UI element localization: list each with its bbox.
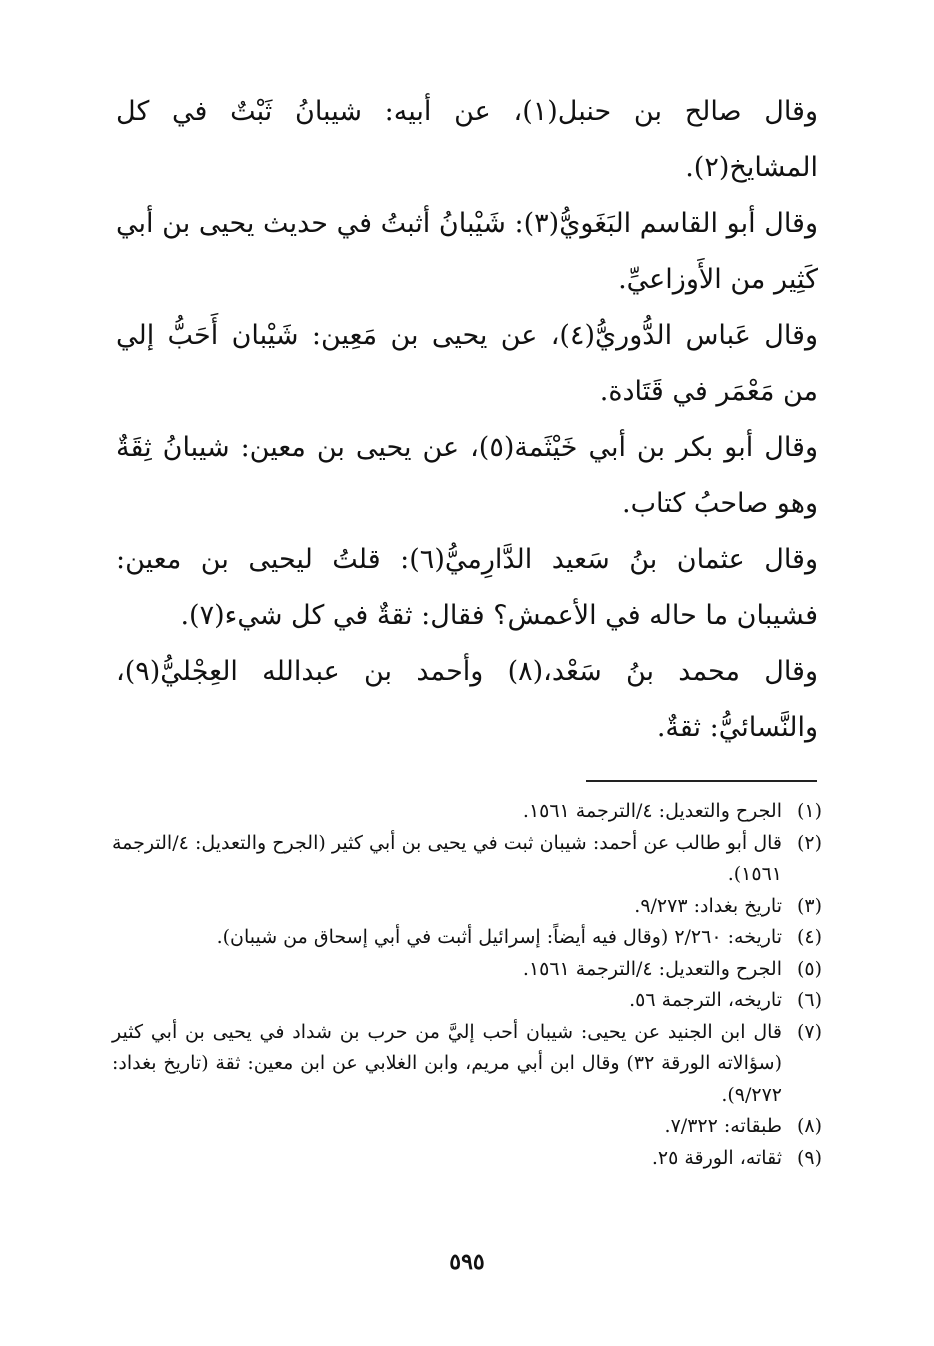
footnote-text: تاريخه، الترجمة ٥٦. (629, 989, 782, 1011)
footnote-number: (٢) (796, 831, 822, 854)
footnote-6 (112, 985, 822, 1017)
paragraph-darimi: وقال عثمان بنُ سَعيد الدَّارِميُّ(٦): قلتُ ليحيى بن معين: فشيبان ما حاله في الأعمش؟ فقال: ثقةٌ في كل شيء(٧). (116, 544, 818, 631)
paragraph-ibn-sad: وقال محمد بنُ سَعْد،(٨) وأحمد بن عبدالله العِجْليُّ(٩)، والنَّسائيُّ: ثقةٌ. (116, 656, 818, 743)
footnote-number: (٧) (796, 1020, 822, 1043)
footnote-number: (٨) (796, 1115, 822, 1137)
footnote-2 (112, 828, 822, 891)
paragraph-abu-bakr: وقال أبو بكر بن أبي خَيْثَمة(٥)، عن يحيى بن معين: شيبانُ ثِقَةٌ وهو صاحبُ كتاب. (116, 432, 819, 519)
footnote-text: الجرح والتعديل: ٤/الترجمة ١٥٦١. (522, 957, 782, 980)
main-text-block (116, 84, 818, 756)
footnote-8 (112, 1111, 822, 1143)
footnote-number: (١) (796, 800, 822, 822)
footnote-9 (112, 1143, 822, 1175)
footnote-number: (٥) (796, 957, 822, 980)
footnote-text: تاريخه: ٢/٢٦٠ (وقال فيه أيضاً: إسرائيل أثبت في أبي إسحاق من شيبان). (216, 926, 782, 948)
footnote-number: (٣) (796, 894, 822, 917)
footnote-text: تاريخ بغداد: ٩/٢٧٣. (634, 894, 782, 917)
page-number: ٥٩٥ (449, 1249, 485, 1275)
paragraph-baghawi: وقال أبو القاسم البَغَويُّ(٣): شَيْبانُ أثبتُ في حديث يحيى بن أبي كَثِير من الأَوزاعيِّ. (116, 208, 819, 295)
footnote-text: الجرح والتعديل: ٤/الترجمة ١٥٦١. (522, 800, 782, 822)
footnote-text: قال أبو طالب عن أحمد: شيبان ثبت في يحيى بن أبي كثير (الجرح والتعديل: ٤/الترجمة ١٥٦١). (112, 831, 782, 885)
paragraph-salih: وقال صالح بن حنبل(١)، عن أبيه: شيبانُ ثَبْتٌ في كل المشايخ(٢). (116, 96, 818, 183)
paragraph-duri: وقال عَباس الدُّوريُّ(٤)، عن يحيى بن مَعِين: شَيْبان أَحَبُّ إلي من مَعْمَر في قَتَادة. (116, 320, 818, 407)
footnote-text: قال ابن الجنيد عن يحيى: شيبان أحب إليَّ من حرب بن شداد في يحيى بن أبي كثير (سؤالاته الورقة ٣٢) وقال ابن أبي مريم، وابن الغلابي عن ابن معين: ثقة (تاريخ بغداد: ٩/٢٧٢). (112, 1020, 782, 1106)
footnote-number: (٩) (796, 1146, 822, 1169)
footnote-7 (112, 1017, 822, 1112)
footnote-text: طبقاته: ٧/٣٢٢. (664, 1115, 782, 1137)
footnote-5 (112, 954, 822, 986)
footnote-3 (112, 891, 822, 923)
footnote-text: ثقاته، الورقة ٢٥. (651, 1146, 782, 1169)
footnote-separator (586, 780, 817, 782)
footnotes-section (112, 796, 822, 1174)
footnote-1 (112, 796, 822, 828)
footnote-4 (112, 922, 822, 954)
footnote-number: (٦) (796, 989, 822, 1011)
footnote-number: (٤) (796, 926, 822, 948)
